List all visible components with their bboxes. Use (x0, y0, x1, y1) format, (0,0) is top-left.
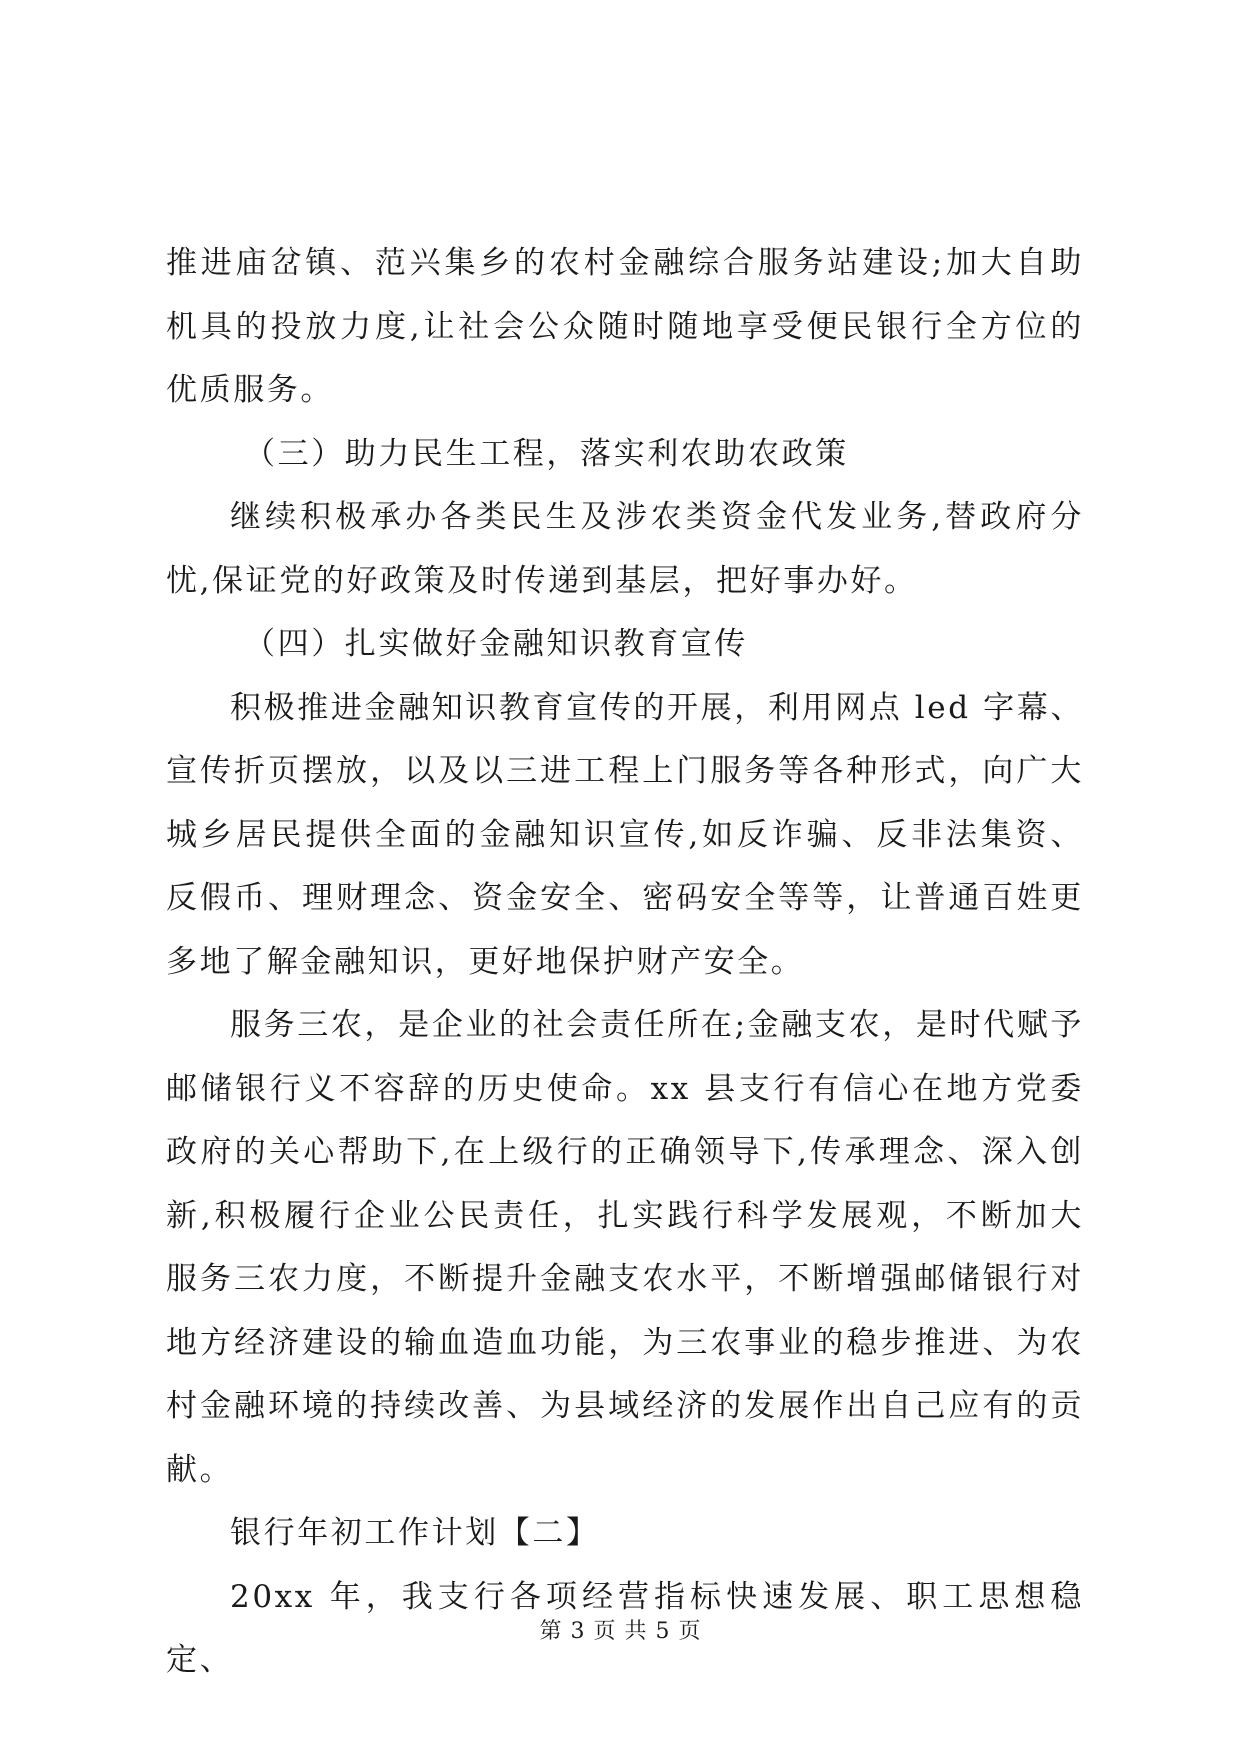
paragraph-plan-2-intro: 20xx 年，我支行各项经营指标快速发展、职工思想稳定、 (166, 1578, 1084, 1678)
section-heading-4: （四）扎实做好金融知识教育宣传 (244, 626, 748, 662)
document-body (166, 232, 1084, 1693)
section-title-plan-2: 银行年初工作计划【二】 (230, 1515, 600, 1551)
paragraph-service-station: 推进庙岔镇、范兴集乡的农村金融综合服务站建设;加大自助机具的投放力度,让社会公众随时随地享受便民银行全方位的优质服务。 (166, 245, 1084, 408)
page-footer: 第 3 页 共 5 页 (539, 1619, 702, 1644)
section-heading-3: （三）助力民生工程，落实利农助农政策 (244, 435, 849, 472)
paragraph-financial-education: 积极推进金融知识教育宣传的开展，利用网点 led 字幕、宣传折页摆放，以及以三进工程上门服务等各种形式，向广大城乡居民提供全面的金融知识宣传,如反诈骗、反非法集资、反假币、理财理念、资金安全、密码安全等等，让普通百姓更多地了解金融知识，更好地保护财产安全。 (166, 689, 1084, 980)
paragraph-conclusion: 服务三农，是企业的社会责任所在;金融支农，是时代赋予邮储银行义不容辞的历史使命。xx 县支行有信心在地方党委政府的关心帮助下,在上级行的正确领导下,传承理念、深入创新,积极履行企业公民责任，扎实践行科学发展观，不断加大服务三农力度，不断提升金融支农水平，不断增强邮储银行对地方经济建设的输血造血功能，为三农事业的稳步推进、为农村金融环境的持续改善、为县域经济的发展作出自己应有的贡献。 (166, 1007, 1084, 1488)
paragraph-livelihood: 继续积极承办各类民生及涉农类资金代发业务,替政府分忧,保证党的好政策及时传递到基层，把好事办好。 (166, 499, 1084, 599)
